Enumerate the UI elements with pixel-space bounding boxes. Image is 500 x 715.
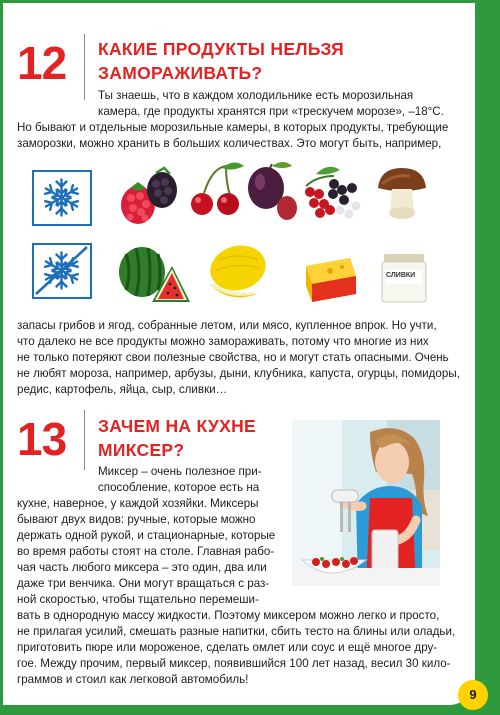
section-12-title-line1: КАКИЕ ПРОДУКТЫ НЕЛЬЗЯ — [98, 39, 345, 59]
plum-icon — [248, 162, 297, 220]
page-number: 9 — [458, 680, 488, 710]
mixer-line-14: граммов и стоил как легковой автомобиль! — [17, 673, 249, 686]
intro-line-3: Но бывают и отдельные морозильные камеры, в которых продукты, требующие — [17, 121, 449, 134]
mixer-line-9: ной скоростью, чтобы тщательно перемеши- — [17, 593, 259, 606]
mixer-line-12: приготовить пюре или мороженое, сделать омлет или соус и ещё многое дру- — [17, 641, 438, 654]
outro-line-2: что далеко не все продукты можно замораживать, потому что многие из них — [17, 335, 429, 348]
mixer-line-3: кухне, наверное, у каждой хозяйки. Миксеры — [17, 497, 259, 510]
snowflake-icon — [32, 170, 92, 226]
outro-line-4: не любят мороза, например, арбузы, дыни, клубника, капуста, огурцы, помидоры, — [17, 367, 460, 380]
outro-line-1: запасы грибов и ягод, собранные летом, или мясо, купленное впрок. Но учти, — [17, 319, 437, 332]
girl-with-mixer-photo — [292, 420, 440, 586]
no-freeze-icon — [32, 243, 92, 299]
blackberry-icon — [147, 168, 177, 208]
intro-line-2: камера, где продукты хранятся при «трескучем морозе», –18°С. — [98, 105, 444, 118]
intro-line-4: заморозки, можно хранить в больших количествах. Это могут быть, например, — [17, 137, 442, 150]
melon-icon — [205, 240, 270, 298]
freezable-foods — [112, 158, 472, 228]
mixer-line-11: не прилагая усилий, смешать разные напитки, сбить тесто на блины или оладьи, — [17, 625, 456, 638]
section-12-divider — [84, 34, 85, 100]
intro-line-1: Ты знаешь, что в каждом холодильнике есть морозильная — [98, 89, 414, 102]
mixer-line-4: бывают двух видов: ручные, которые можно — [17, 513, 256, 526]
cherry-icon — [191, 162, 244, 215]
section-13-number: 13 — [17, 413, 67, 465]
section-12-number: 12 — [17, 37, 67, 89]
watermelon-icon — [119, 247, 190, 302]
mixer-line-6: во время работы стоят на столе. Главная рабо- — [17, 545, 275, 558]
outro-line-3: не только потеряют свои полезные свойства, но и могут стать опасными. Очень — [17, 351, 449, 364]
mushroom-icon — [378, 168, 426, 219]
section-13-title-line2: МИКСЕР? — [98, 440, 185, 460]
section-12-title-line2: ЗАМОРАЖИВАТЬ? — [98, 63, 263, 83]
mixer-line-2: способление, которое есть на — [98, 481, 260, 494]
outro-line-5: редис, картофель, яйца, сыр, сливки… — [17, 383, 228, 396]
section-13-divider — [84, 410, 85, 470]
cream-label: СЛИВКИ — [386, 272, 416, 279]
mixer-line-8: даже три венчика. Они могут вращаться с раз- — [17, 577, 270, 590]
cheese-icon — [306, 258, 356, 302]
mixer-line-5: держать одной рукой, и стационарные, которые — [17, 529, 276, 542]
section-13-title-line1: ЗАЧЕМ НА КУХНЕ — [98, 416, 256, 436]
mixer-line-7: чая часть любого миксера – это один, два или — [17, 561, 267, 574]
mixer-line-13: гое. Между прочим, первый миксер, появившийся 100 лет назад, весил 30 кило- — [17, 657, 451, 670]
mixer-line-1: Миксер – очень полезное при- — [98, 465, 262, 478]
currants-icon — [305, 167, 361, 219]
mixer-line-10: вать в однородную массу жидкости. Поэтому миксером можно легко и просто, — [17, 609, 440, 622]
